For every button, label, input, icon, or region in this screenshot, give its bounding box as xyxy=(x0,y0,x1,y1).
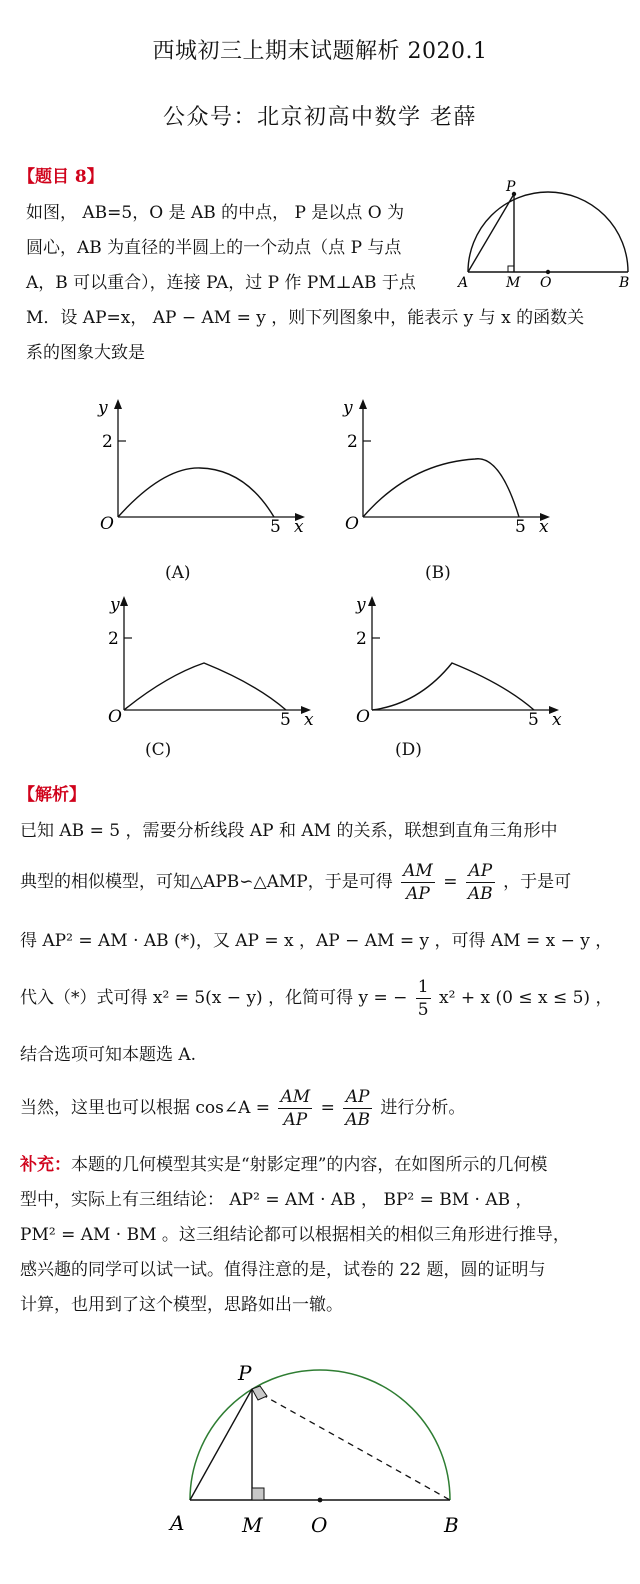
graph-option-b xyxy=(335,395,575,540)
semicircle-figure-top xyxy=(450,175,640,290)
analysis-line-5: 结合选项可知本题选 A. xyxy=(20,1045,197,1065)
label-m: M xyxy=(506,275,521,290)
fraction-one-fifth: $\frac{1}{5}$ xyxy=(417,977,429,1020)
svg-text:x: x xyxy=(294,517,304,537)
svg-text:y: y xyxy=(343,398,353,418)
svg-text:5: 5 xyxy=(515,517,526,537)
fraction-am-ap-2: $\frac{AM}{AP}$ xyxy=(280,1087,311,1130)
svg-text:2: 2 xyxy=(356,629,367,649)
label-m-bottom: M xyxy=(242,1513,263,1537)
graph-option-a xyxy=(90,395,330,540)
page-subtitle: 公众号：北京初高中数学 老薛 xyxy=(163,105,477,130)
supplement-line-3: PM² = AM · BM 。这三组结论都可以根据相关的相似三角形进行推导， xyxy=(20,1225,570,1245)
graph-option-c xyxy=(96,592,336,732)
question-line-4: M．设 AP=x， AP − AM = y ，则下列图象中，能表示 y 与 x 的函数关 xyxy=(26,308,585,328)
semicircle-figure-bottom xyxy=(150,1352,490,1584)
graph-option-d xyxy=(344,592,584,732)
svg-text:2: 2 xyxy=(102,432,113,452)
question-label: 【题目 8】 xyxy=(18,167,104,187)
analysis-label: 【解析】 xyxy=(18,785,86,805)
question-text-block xyxy=(26,196,446,301)
svg-text:O: O xyxy=(100,514,114,534)
analysis-line-3: 得 AP² = AM · AB (*)，又 AP = x ，AP − AM = y ，可得 AM = x − y ， xyxy=(20,931,613,951)
svg-text:x: x xyxy=(552,710,562,730)
fraction-ap-ab-2: $\frac{AP}{AB}$ xyxy=(345,1087,370,1130)
label-p-bottom: P xyxy=(238,1361,252,1385)
label-a: A xyxy=(458,275,469,290)
analysis-line-4: 代入（*）式可得 x² = 5(x − y) ，化简可得 y = − $\frac{1}{5}$ x² + x (0 ≤ x ≤ 5) ， xyxy=(20,977,613,1020)
fraction-ap-ab: $\frac{AP}{AB}$ xyxy=(467,861,493,904)
fraction-am-ap: $\frac{AM}{AP}$ xyxy=(403,861,433,904)
question-line-3: A，B 可以重合），连接 PA，过 P 作 PM⊥AB 于点 xyxy=(26,273,416,293)
svg-text:O: O xyxy=(345,514,359,534)
page-title: 西城初三上期末试题解析 2020.1 xyxy=(152,39,488,64)
svg-text:y: y xyxy=(98,398,108,418)
option-label-b: (B) xyxy=(425,563,451,583)
svg-text:2: 2 xyxy=(108,629,119,649)
supplement-line-1: 补充：本题的几何模型其实是“射影定理”的内容，在如图所示的几何模 xyxy=(20,1155,548,1175)
analysis-line-1: 已知 AB = 5 ，需要分析线段 AP 和 AM 的关系，联想到直角三角形中 xyxy=(20,821,558,841)
svg-text:x: x xyxy=(539,517,549,537)
supplement-line-4: 感兴趣的同学可以试一试。值得注意的是，试卷的 22 题，圆的证明与 xyxy=(20,1260,546,1280)
svg-text:x: x xyxy=(304,710,314,730)
question-line-5: 系的图象大致是 xyxy=(26,343,145,363)
label-p: P xyxy=(506,179,516,195)
question-line-1: 如图， AB=5，O 是 AB 的中点， P 是以点 O 为 xyxy=(26,203,405,223)
label-o-bottom: O xyxy=(311,1513,328,1537)
analysis-line-6: 当然，这里也可以根据 cos∠A = $\frac{AM}{AP}$ = $\frac{AP}{AB}$ 进行分析。 xyxy=(20,1087,466,1130)
option-label-d: (D) xyxy=(395,740,422,760)
svg-text:y: y xyxy=(110,595,120,615)
label-a-bottom: A xyxy=(170,1511,185,1535)
svg-text:O: O xyxy=(108,707,122,727)
question-line-2: 圆心，AB 为直径的半圆上的一个动点（点 P 与点 xyxy=(26,238,402,258)
label-b-bottom: B xyxy=(444,1513,459,1537)
supplement-line-5: 计算，也用到了这个模型，思路如出一辙。 xyxy=(20,1295,343,1315)
option-label-c: (C) xyxy=(145,740,172,760)
option-label-a: (A) xyxy=(165,563,191,583)
label-o: O xyxy=(540,275,552,290)
analysis-line-2: 典型的相似模型，可知△APB∽△AMP，于是可得 $\frac{AM}{AP}$ = $\frac{AP}{AB}$ ，于是可 xyxy=(20,861,572,904)
svg-text:O: O xyxy=(356,707,370,727)
svg-text:2: 2 xyxy=(347,432,358,452)
svg-text:5: 5 xyxy=(270,517,281,537)
supplement-block xyxy=(20,1148,635,1323)
svg-text:5: 5 xyxy=(528,710,539,730)
supplement-line-2: 型中，实际上有三组结论： AP² = AM · AB ， BP² = BM · AB ， xyxy=(20,1190,533,1210)
svg-text:5: 5 xyxy=(280,710,291,730)
svg-text:y: y xyxy=(356,595,366,615)
label-b: B xyxy=(619,275,630,290)
question-text-block-2 xyxy=(26,301,626,371)
